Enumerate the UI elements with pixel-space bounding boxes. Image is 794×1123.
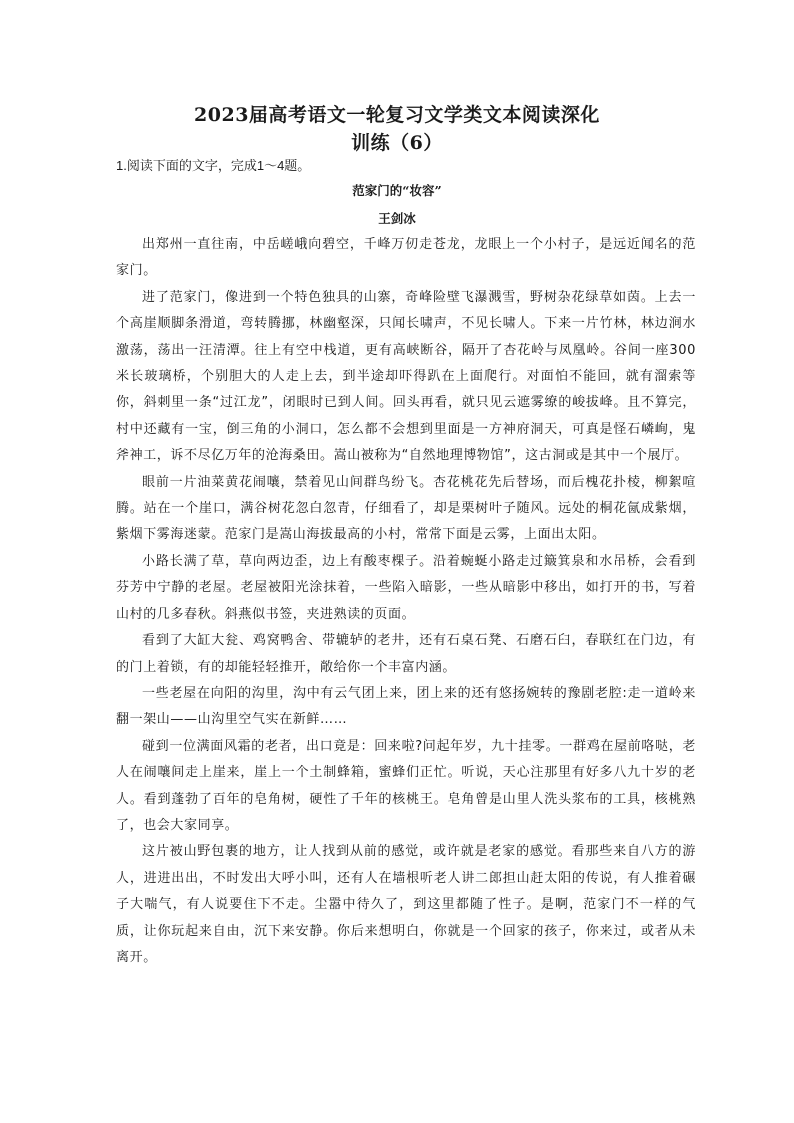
article-paragraph: 进了范家门，像进到一个特色独具的山寨，奇峰险壁飞瀑溅雪，野树杂花绿草如茵。上去一个高崖顺脚条滑道，弯转腾挪，林幽壑深，只闻长啸声，不见长啸人。下来一片竹林，林边涧水激荡，荡出一汪清潭。往上有空中栈道，更有高峡断谷，隔开了杏花岭与凤凰岭。谷间一座300米长玻璃桥，个别胆大的人走上去，到半途却吓得趴在上面爬行。对面怕不能回，就有溜索等你，斜刺里一条“过江龙”，闭眼时已到人间。回头再看，就只见云遮雾缭的峻拔峰。且不算完，村中还藏有一宝，倒三角的小洞口，怎么都不会想到里面是一方神府洞天，可真是怪石嶙峋，鬼斧神工，诉不尽亿万年的沧海桑田。嵩山被称为“自然地理博物馆”，这古洞或是其中一个展厅。 bbox=[116, 289, 696, 464]
article-paragraph: 小路长满了草，草向两边歪，边上有酸枣棵子。沿着蜿蜒小路走过簸箕泉和水吊桥，会看到芬芳中宁静的老屋。老屋被阳光涂抹着，一些陷入暗影，一些从暗影中移出，如打开的书，写着山村的几多春秋。斜燕似书签，夹进熟读的页面。 bbox=[116, 553, 696, 622]
article-paragraph: 一些老屋在向阳的沟里，沟中有云气团上来，团上来的还有悠扬婉转的豫剧老腔:走一道岭来翻一架山——山沟里空气实在新鲜…… bbox=[116, 685, 696, 728]
question-instruction: 1.阅读下面的文字，完成1～4题。 bbox=[116, 158, 311, 173]
article-title: 范家门的“妆容” bbox=[352, 183, 442, 198]
article-paragraph: 眼前一片油菜黄花闹嚷，禁着见山间群鸟纷飞。杏花桃花先后替场，而后槐花扑棱，柳絮喧腾。站在一个崖口，满谷树花忽白忽青，仔细看了，却是栗树叶子随风。远处的桐花氤成紫烟，紫烟下雾海迷蒙。范家门是嵩山海拔最高的小村，常常下面是云雾，上面出太阳。 bbox=[116, 474, 696, 543]
article-author: 王剑冰 bbox=[378, 211, 416, 226]
article-paragraph: 出郑州一直往南，中岳嵯峨向碧空，千峰万仞走苍龙，龙眼上一个小村子，是远近闻名的范家门。 bbox=[116, 237, 696, 279]
article-paragraph: 这片被山野包裹的地方，让人找到从前的感觉，或许就是老家的感觉。看那些来自八方的游人，进进出出，不时发出大呼小叫，还有人在墙根听老人讲二郎担山赶太阳的传说，有人推着碾子大喘气，有人说要住下不走。尘嚣中待久了，到这里都随了性子。是啊，范家门不一样的气质，让你玩起来自由，沉下来安静。你后来想明白，你就是一个回家的孩子，你来过，或者从未离开。 bbox=[116, 844, 696, 965]
document-title-line2: 训练（6） bbox=[351, 132, 443, 154]
article-paragraph: 碰到一位满面风霜的老者，出口竟是：回来啦?问起年岁，九十挂零。一群鸡在屋前咯哒，老人在闹嚷间走上崖来，崖上一个土制蜂箱，蜜蜂们正忙。听说，天心注那里有好多八九十岁的老人。看到蓬勃了百年的皂角树，硬性了千年的核桃王。皂角曾是山里人洗头浆布的工具，核桃熟了，也会大家同享。 bbox=[116, 738, 696, 833]
document-title-line1: 2023届高考语文一轮复习文学类文本阅读深化 bbox=[194, 104, 600, 126]
article-body bbox=[116, 232, 696, 971]
article-paragraph: 看到了大缸大瓮、鸡窝鸭舍、带辘轳的老井，还有石桌石凳、石磨石臼，春联红在门边，有的门上着锁，有的却能轻轻推开，敞给你一个丰富内涵。 bbox=[116, 633, 696, 675]
